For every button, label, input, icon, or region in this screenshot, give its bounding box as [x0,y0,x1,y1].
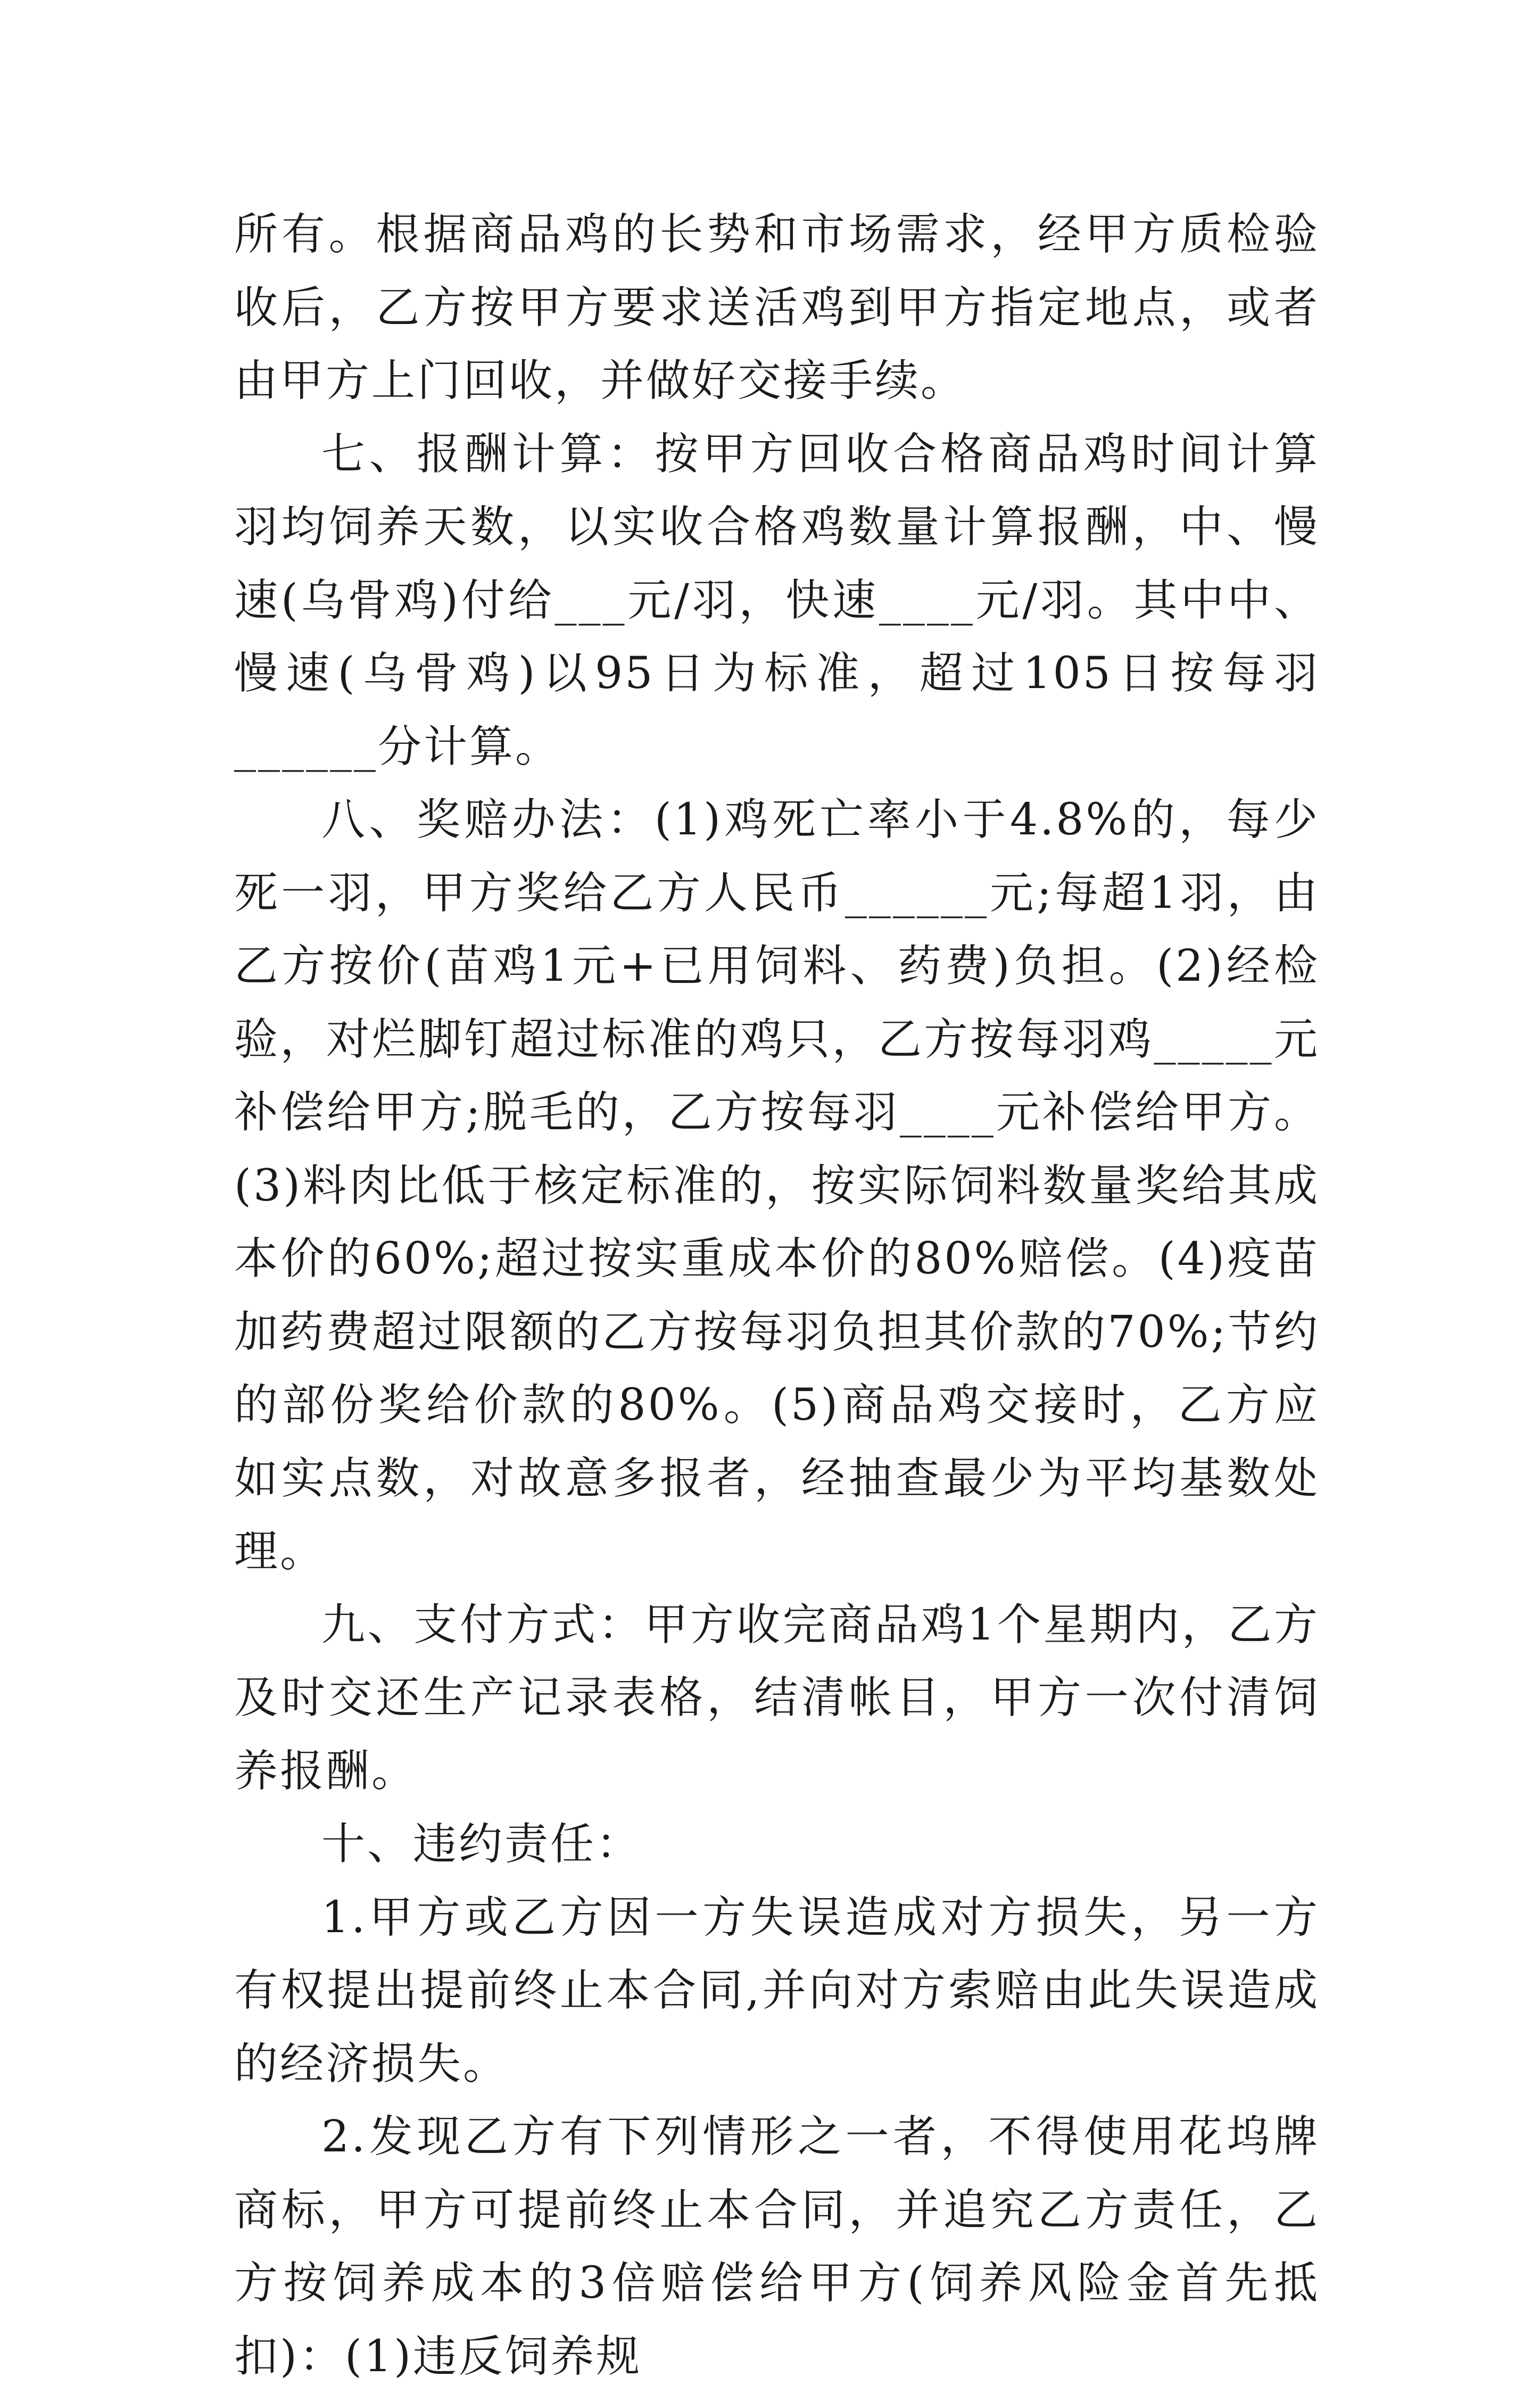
paragraph-breach-item-2: 2.发现乙方有下列情形之一者，不得使用花坞牌商标，甲方可提前终止本合同，并追究乙方责任，乙方按饲养成本的3倍赔偿给甲方(饲养风险金首先抵扣)：(1)违反饲养规 [234,2112,1320,2382]
paragraph-rewards-penalties: 八、奖赔办法：(1)鸡死亡率小于4.8%的，每少死一羽，甲方奖给乙方人民币______元;每超1羽，由乙方按价(苗鸡1元+已用饲料、药费)负担。(2)经检验，对烂脚钉超过标准的鸡只，乙方按每羽鸡_____元补偿给甲方;脱毛的，乙方按每羽____元补偿给甲方。(3)料肉比低于核定标准的，按实际饲料数量奖给其成本价的60%;超过按实重成本价的80%赔偿。(4)疫苗加药费超过限额的乙方按每羽负担其价款的70%;节约的部份奖给价款的80%。(5)商品鸡交接时，乙方应如实点数，对故意多报者，经抽查最少为平均基数处理。 [234,794,1320,1577]
document-body [234,198,1320,2393]
paragraph-breach-heading: 十、违约责任： [321,1819,642,1869]
paragraph-payment-method: 九、支付方式：甲方收完商品鸡1个星期内，乙方及时交还生产记录表格，结清帐目，甲方一次付清饲养报酬。 [234,1599,1320,1796]
paragraph-continuation: 所有。根据商品鸡的长势和市场需求，经甲方质检验收后，乙方按甲方要求送活鸡到甲方指定地点，或者由甲方上门回收，并做好交接手续。 [234,209,1320,406]
paragraph-breach-item-1: 1.甲方或乙方因一方失误造成对方损失，另一方有权提出提前终止本合同,并向对方索赔由此失误造成的经济损失。 [234,1892,1320,2089]
paragraph-remuneration: 七、报酬计算：按甲方回收合格商品鸡时间计算羽均饲养天数，以实收合格鸡数量计算报酬，中、慢速(乌骨鸡)付给___元/羽，快速____元/羽。其中中、慢速(乌骨鸡)以95日为标准，超过105日按每羽______分计算。 [234,428,1320,772]
